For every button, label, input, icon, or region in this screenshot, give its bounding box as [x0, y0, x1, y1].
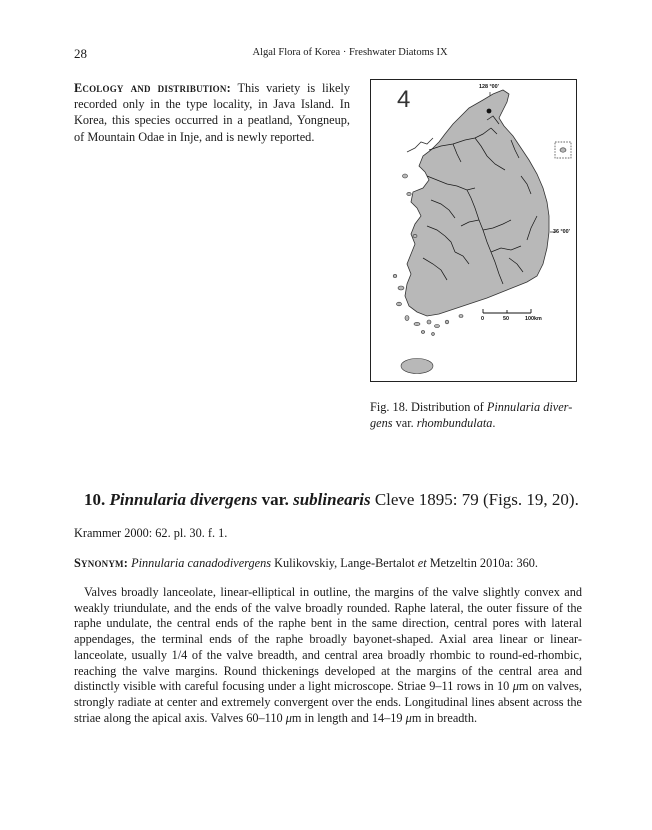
- synonym-rest: Metzeltin 2010a: 360.: [429, 556, 538, 570]
- running-title: Algal Flora of Korea · Freshwater Diatoms IX: [252, 47, 448, 58]
- unit-mu-1: μ: [512, 679, 519, 694]
- caption-var: var.: [392, 416, 417, 430]
- ecology-paragraph: [74, 80, 350, 145]
- description-part-1: Valves broadly lanceolate, linear-elliptical in outline, the margins of the valve slightly convex and weakly triundulate, and the ends of the valve broadly rounded. Raphe lateral, the outer fissure of the raphe undulate, the central ends of the raphe bent in the same direction, central pores with lateral appendages, the terminal ends of the raphe broadly bayonet-shaped. Axial area linear or linear-lanceolate, usually 1/4 of the valve breadth, and central area broadly rhombic to round-ed-rhombic, reaching the valve margins. Round thickenings developed at the margins of the central area and distinctly visible with careful focusing under a light microscope. Striae 9–11 rows in 10: [74, 585, 582, 694]
- species-var-word: var.: [261, 490, 289, 509]
- species-authority: Cleve 1895: 79 (Figs. 19, 20).: [374, 490, 579, 509]
- figure-caption: [370, 399, 580, 431]
- scale-label-100km: 100km: [525, 316, 542, 322]
- species-genus: Pinnularia divergens: [109, 490, 258, 509]
- description-paragraph: [74, 585, 582, 726]
- citation: Krammer 2000: 62. pl. 30. f. 1.: [74, 526, 228, 540]
- peninsula-landmass: [405, 90, 549, 316]
- species-number: 10.: [84, 490, 106, 509]
- synonym-authors: Kulikovskiy, Lange-Bertalot: [274, 556, 415, 570]
- caption-end: .: [492, 416, 496, 430]
- page-number: 28: [74, 46, 87, 61]
- caption-taxon-1: Pinnularia diver-gens: [370, 400, 573, 430]
- scale-label-50: 50: [503, 316, 509, 322]
- jeju-island: [401, 359, 433, 374]
- latitude-label: 36 °00': [553, 229, 570, 235]
- unit-mu-2: μ: [285, 710, 292, 725]
- description-part-2: m on valves, strongly radiate at center and extremely convergent over the ends. Longitudinal lines absent across the striae along the apical axis. Valves 60–110: [74, 679, 583, 725]
- species-variety: sublinearis: [293, 490, 371, 509]
- record-site-marker: [487, 109, 492, 114]
- distribution-map-figure: [370, 79, 577, 382]
- synonym-et: et: [417, 556, 427, 570]
- description-part-3: m in length and 14–19: [291, 710, 406, 725]
- scale-bar: [483, 309, 531, 313]
- species-heading: [84, 490, 579, 510]
- korea-map: [371, 80, 578, 383]
- longitude-label: 128 °00': [479, 84, 499, 90]
- caption-prefix: Fig. 18. Distribution of: [370, 400, 487, 414]
- ecology-text: This variety is likely recorded only in the type locality, in Java Island. In Korea, this species occurred in a peatland, Yongneup, of Mountain Odae in Inje, and is newly reported.: [74, 81, 351, 144]
- synonym-label: Synonym:: [74, 556, 129, 570]
- scale-label-0: 0: [481, 316, 484, 322]
- description-part-4: m in breadth.: [411, 710, 478, 725]
- synonym-line: [74, 556, 538, 571]
- caption-taxon-2: rhombundulata: [416, 416, 493, 430]
- ecology-label: Ecology and distribution:: [74, 81, 231, 95]
- synonym-taxon: Pinnularia canadodivergens: [131, 556, 272, 570]
- figure-panel-number: 4: [397, 86, 411, 113]
- unit-mu-3: μ: [405, 710, 412, 725]
